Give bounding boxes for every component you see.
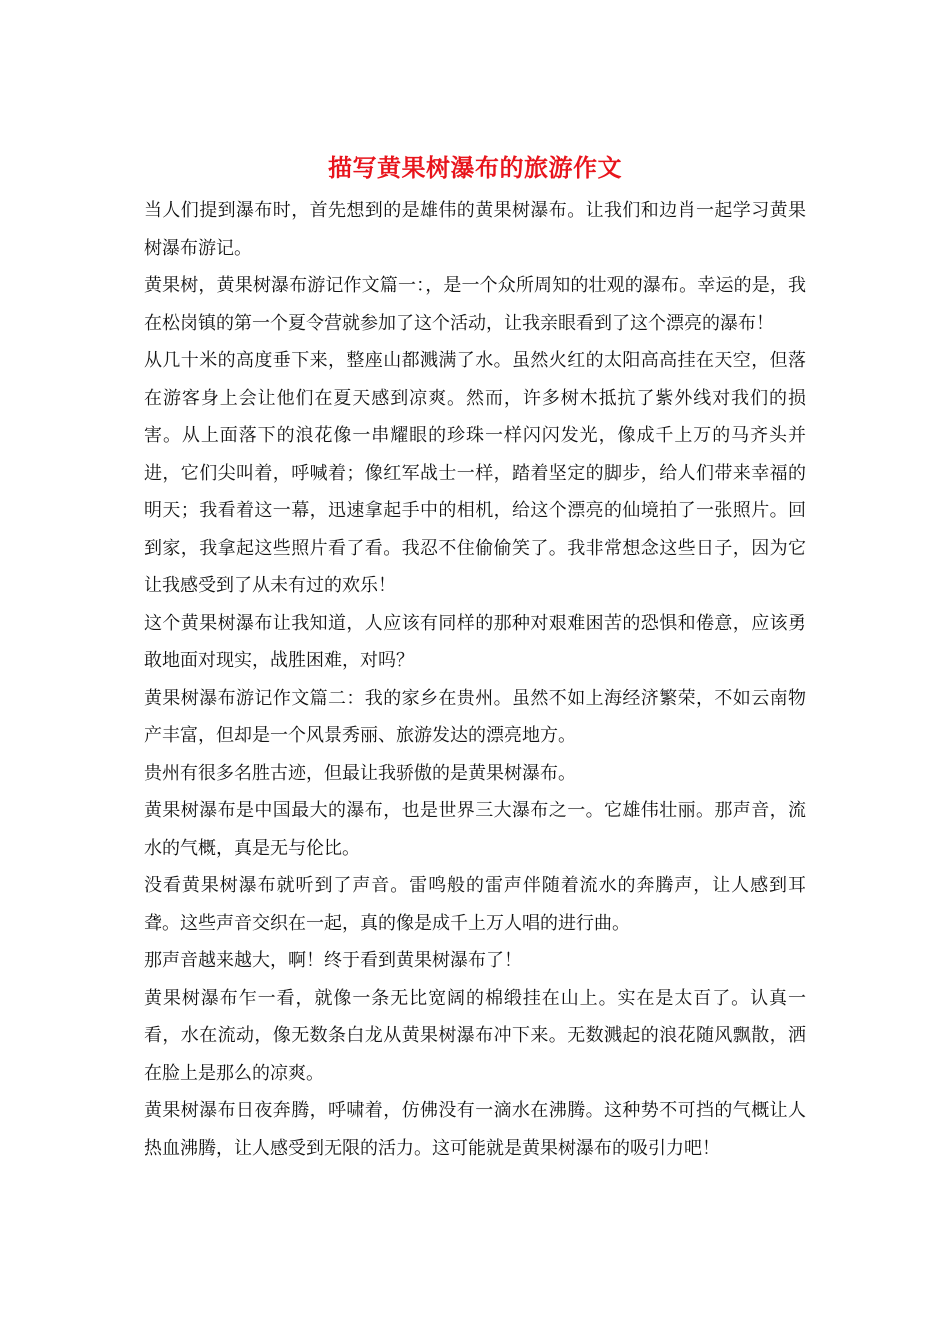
- paragraph: 当人们提到瀑布时，首先想到的是雄伟的黄果树瀑布。让我们和边肖一起学习黄果树瀑布游记。: [144, 200, 806, 259]
- paragraph: 这个黄果树瀑布让我知道，人应该有同样的那种对艰难困苦的恐惧和倦意，应该勇敢地面对现实，战胜困难，对吗？: [144, 612, 806, 671]
- paragraph: 黄果树瀑布游记作文篇二：我的家乡在贵州。虽然不如上海经济繁荣，不如云南物产丰富，但却是一个风景秀丽、旅游发达的漂亮地方。: [144, 687, 806, 746]
- paragraph: 那声音越来越大，啊！终于看到黄果树瀑布了！: [144, 950, 522, 971]
- paragraph: 没看黄果树瀑布就听到了声音。雷鸣般的雷声伴随着流水的奔腾声，让人感到耳聋。这些声音交织在一起，真的像是成千上万人唱的进行曲。: [144, 875, 806, 934]
- paragraph: 贵州有很多名胜古迹，但最让我骄傲的是黄果树瀑布。: [144, 762, 576, 784]
- paragraph: 黄果树，黄果树瀑布游记作文篇一：，是一个众所周知的壮观的瀑布。幸运的是，我在松岗镇的第一个夏令营就参加了这个活动，让我亲眼看到了这个漂亮的瀑布！: [144, 275, 806, 334]
- document-title: 描写黄果树瀑布的旅游作文: [328, 153, 622, 182]
- document-body: [144, 192, 806, 1167]
- paragraph: 黄果树瀑布乍一看，就像一条无比宽阔的棉缎挂在山上。实在是太百了。认真一看，水在流动，像无数条白龙从黄果树瀑布冲下来。无数溅起的浪花随风飘散，洒在脸上是那么的凉爽。: [144, 987, 806, 1084]
- paragraph: 黄果树瀑布是中国最大的瀑布，也是世界三大瀑布之一。它雄伟壮丽。那声音，流水的气概，真是无与伦比。: [144, 800, 806, 859]
- paragraph: 黄果树瀑布日夜奔腾，呼啸着，仿佛没有一滴水在沸腾。这种势不可挡的气概让人热血沸腾，让人感受到无限的活力。这可能就是黄果树瀑布的吸引力吧！: [144, 1100, 806, 1159]
- paragraph: 从几十米的高度垂下来，整座山都溅满了水。虽然火红的太阳高高挂在天空，但落在游客身上会让他们在夏天感到凉爽。然而，许多树木抵抗了紫外线对我们的损害。从上面落下的浪花像一串耀眼的珍珠一样闪闪发光，像成千上万的马齐头并进，它们尖叫着，呼喊着；像红军战士一样，踏着坚定的脚步，给人们带来幸福的明天；我看着这一幕，迅速拿起手中的相机，给这个漂亮的仙境拍了一张照片。回到家，我拿起这些照片看了看。我忍不住偷偷笑了。我非常想念这些日子，因为它让我感受到了从未有过的欢乐！: [144, 350, 806, 596]
